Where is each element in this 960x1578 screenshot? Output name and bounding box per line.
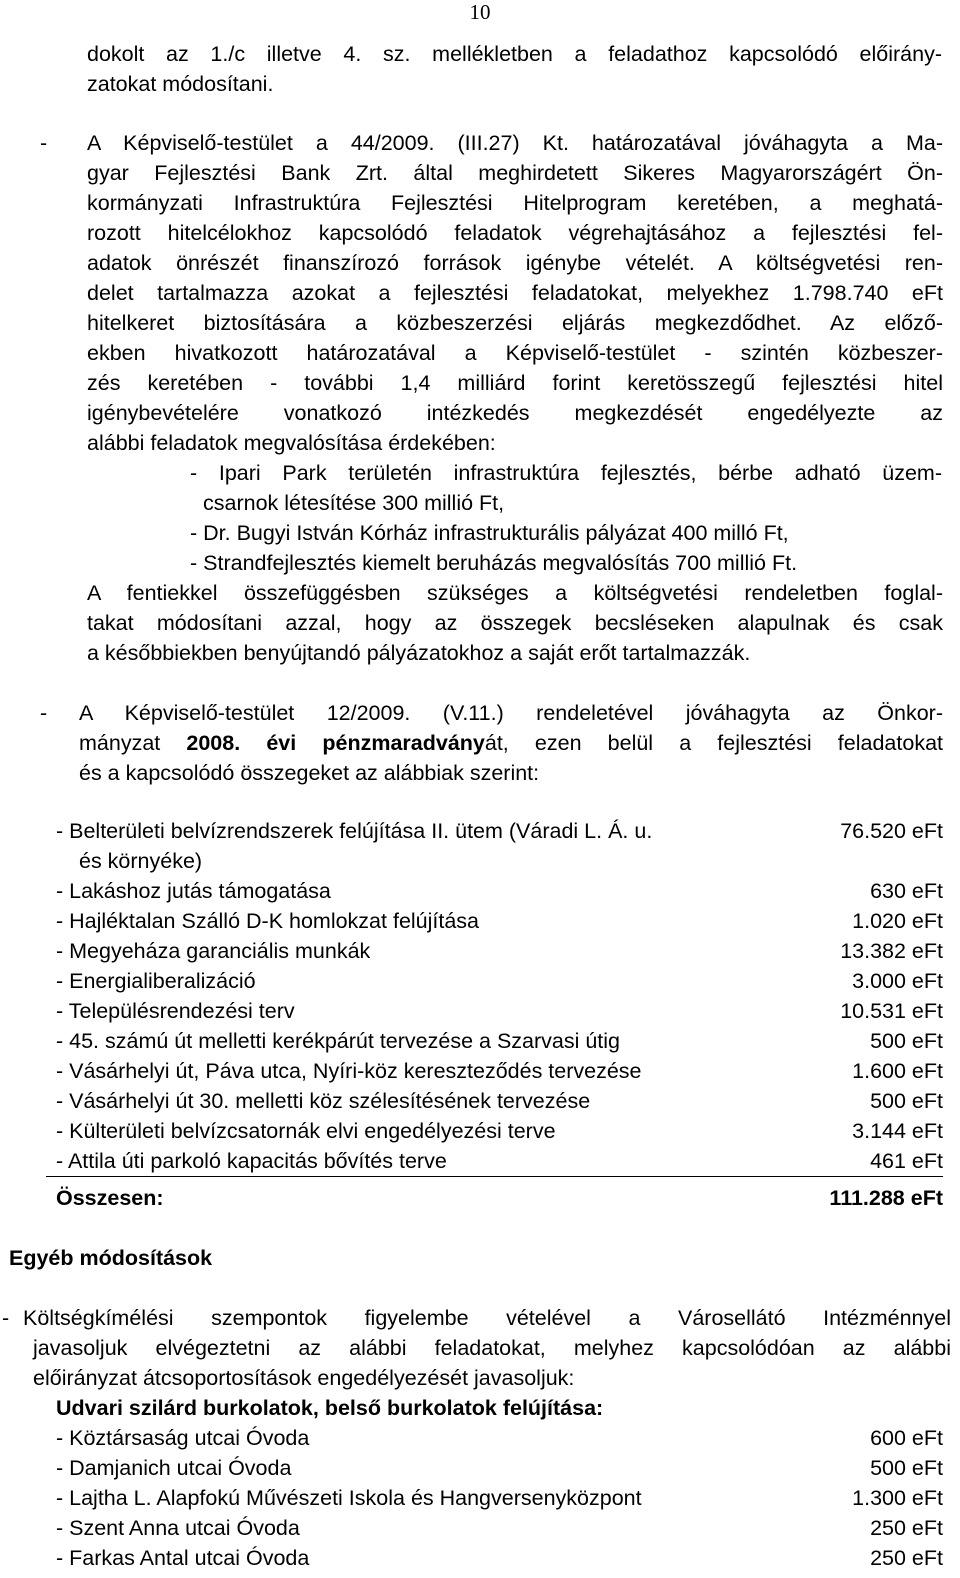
intro-paragraph xyxy=(87,39,942,99)
table-row xyxy=(56,1086,943,1116)
row-amount: 3.144 eFt xyxy=(852,1119,943,1143)
text-line: A fentiekkel összefüggésben szükséges a költségvetési rendeletben foglal- xyxy=(87,581,943,605)
row-amount: 1.020 eFt xyxy=(852,909,943,933)
table-row xyxy=(56,1453,943,1483)
row-label: - Szent Anna utcai Óvoda xyxy=(56,1516,300,1540)
table-row xyxy=(56,1513,943,1543)
table-row xyxy=(56,1056,943,1086)
row-label: - Köztársaság utcai Óvoda xyxy=(56,1426,310,1450)
sub-list xyxy=(190,458,942,578)
paragraph-item-2 xyxy=(79,698,943,788)
bold-term: évi pénzmaradvány xyxy=(266,731,485,755)
row-label: - Hajléktalan Szálló D-K homlokzat felújítása xyxy=(56,909,480,933)
row-amount: 500 eFt xyxy=(870,1089,943,1113)
row-label: - Külterületi belvízcsatornák elvi engedélyezési terve xyxy=(56,1119,556,1143)
row-amount: 1.600 eFt xyxy=(852,1059,943,1083)
bullet-dash: - xyxy=(40,701,48,725)
text-line: gyar Fejlesztési Bank Zrt. által meghirdetett Sikeres Magyarországért Ön- xyxy=(87,161,943,185)
row-amount: 500 eFt xyxy=(870,1029,943,1053)
table-row xyxy=(56,906,943,936)
text-line: rozott hitelcélokhoz kapcsolódó feladatok végrehajtásához a fejlesztési fel- xyxy=(87,221,943,245)
table-row xyxy=(56,966,943,996)
paragraph-item-1-continued xyxy=(87,578,943,668)
subheading: Udvari szilárd burkolatok, belső burkolatok felújítása: xyxy=(56,1396,604,1420)
text-line: takat módosítani azzal, hogy az összegek becsléseken alapulnak és csak xyxy=(87,611,943,635)
row-label: - Damjanich utcai Óvoda xyxy=(56,1456,292,1480)
row-label: - Településrendezési terv xyxy=(56,999,295,1023)
text-line: Költségkímélési szempontok figyelembe vételével a Városellátó Intézménnyel xyxy=(23,1306,951,1330)
row-label: - Attila úti parkoló kapacitás bővítés terve xyxy=(56,1149,447,1173)
row-label: - Megyeháza garanciális munkák xyxy=(56,939,371,963)
text-line: A Képviselő-testület a 44/2009. (III.27) Kt. határozatával jóváhagyta a Ma- xyxy=(87,131,943,155)
row-label: - Belterületi belvízrendszerek felújítása II. ütem (Váradi L. Á. u. xyxy=(56,819,653,843)
sub-list-item: csarnok létesítése 300 millió Ft, xyxy=(203,491,505,515)
text-span xyxy=(240,731,266,755)
row-amount: 630 eFt xyxy=(870,879,943,903)
text-line: igénybevételére vonatkozó intézkedés megkezdését engedélyezte az xyxy=(87,401,943,425)
row-label: - Energialiberalizáció xyxy=(56,969,256,993)
table-row xyxy=(56,1543,943,1573)
text-line xyxy=(79,728,943,758)
table-row xyxy=(56,846,943,876)
row-amount: 1.300 eFt xyxy=(852,1486,943,1510)
table-row xyxy=(56,816,943,846)
bold-year: 2008. xyxy=(186,731,241,755)
text-span: át, ezen belül a fejlesztési feladatokat xyxy=(484,731,944,755)
sub-list-item: - Strandfejlesztés kiemelt beruházás megvalósítás 700 millió Ft. xyxy=(190,551,798,575)
row-amount: 13.382 eFt xyxy=(840,939,943,963)
text-line: kormányzati Infrastruktúra Fejlesztési Hitelprogram keretében, a meghatá- xyxy=(87,191,943,215)
text-line: alábbi feladatok megvalósítása érdekében: xyxy=(87,431,496,455)
text-line: zés keretében - további 1,4 milliárd forint keretösszegű fejlesztési hitel xyxy=(87,371,943,395)
total-row xyxy=(56,1183,943,1213)
row-label: - Lakáshoz jutás támogatása xyxy=(56,879,331,903)
paragraph-item-3 xyxy=(23,1303,951,1393)
bullet-dash: - xyxy=(2,1306,10,1330)
text-line: hitelkeret biztosítására a közbeszerzési eljárás megkezdődhet. Az előző- xyxy=(87,311,943,335)
table-row xyxy=(56,1116,943,1146)
sub-list-item: - Ipari Park területén infrastruktúra fejlesztés, bérbe adható üzem- xyxy=(190,461,942,485)
text-line: zatokat módosítani. xyxy=(87,72,274,96)
row-label: és környéke) xyxy=(79,849,203,873)
row-amount: 10.531 eFt xyxy=(840,999,943,1023)
text-line: A Képviselő-testület 12/2009. (V.11.) rendeletével jóváhagyta az Önkor- xyxy=(79,701,943,725)
page-number: 10 xyxy=(469,0,491,24)
row-label: - Vásárhelyi út 30. melletti köz szélesítésének tervezése xyxy=(56,1089,591,1113)
total-divider xyxy=(46,1176,943,1177)
row-amount: 250 eFt xyxy=(870,1546,943,1570)
text-span: mányzat xyxy=(79,731,187,755)
text-line: ekben hivatkozott határozatával a Képviselő-testület - szintén közbeszer- xyxy=(87,341,943,365)
row-amount: 250 eFt xyxy=(870,1516,943,1540)
bullet-dash: - xyxy=(40,131,48,155)
row-label: - Farkas Antal utcai Óvoda xyxy=(56,1546,310,1570)
text-line: dokolt az 1./c illetve 4. sz. mellékletben a feladathoz kapcsolódó előirány- xyxy=(87,42,942,66)
row-amount: 3.000 eFt xyxy=(852,969,943,993)
text-line: delet tartalmazza azokat a fejlesztési feladatokat, melyekhez 1.798.740 eFt xyxy=(87,281,943,305)
row-amount: 461 eFt xyxy=(870,1149,943,1173)
text-line: javasoljuk elvégeztetni az alábbi feladatokat, melyhez kapcsolódóan az alábbi xyxy=(33,1336,951,1360)
sub-list-item: - Dr. Bugyi István Kórház infrastrukturális pályázat 400 milló Ft, xyxy=(190,521,789,545)
text-line: a későbbiekben benyújtandó pályázatokhoz a saját erőt tartalmazzák. xyxy=(87,641,751,665)
total-label: Összesen: xyxy=(56,1186,164,1210)
row-label: - Vásárhelyi út, Páva utca, Nyíri-köz kereszteződés tervezése xyxy=(56,1059,642,1083)
paragraph-item-1 xyxy=(87,128,943,458)
text-line: adatok önrészét finanszírozó források igénybe vételét. A költségvetési ren- xyxy=(87,251,943,275)
row-label: - Lajtha L. Alapfokú Művészeti Iskola és Hangversenyközpont xyxy=(56,1486,642,1510)
table-row xyxy=(56,996,943,1026)
row-amount: 76.520 eFt xyxy=(840,819,943,843)
table-row xyxy=(56,1423,943,1453)
table-row xyxy=(56,936,943,966)
table-row xyxy=(56,876,943,906)
table-row xyxy=(56,1146,943,1176)
section-heading: Egyéb módosítások xyxy=(9,1246,213,1270)
total-amount: 111.288 eFt xyxy=(829,1186,943,1210)
text-line: előirányzat átcsoportosítások engedélyezését javasoljuk: xyxy=(33,1366,575,1390)
table-row xyxy=(56,1483,943,1513)
row-amount: 500 eFt xyxy=(870,1456,943,1480)
row-label: - 45. számú út melletti kerékpárút tervezése a Szarvasi útig xyxy=(56,1029,621,1053)
table-row xyxy=(56,1026,943,1056)
text-line: és a kapcsolódó összegeket az alábbiak szerint: xyxy=(79,761,540,785)
row-amount: 600 eFt xyxy=(870,1426,943,1450)
